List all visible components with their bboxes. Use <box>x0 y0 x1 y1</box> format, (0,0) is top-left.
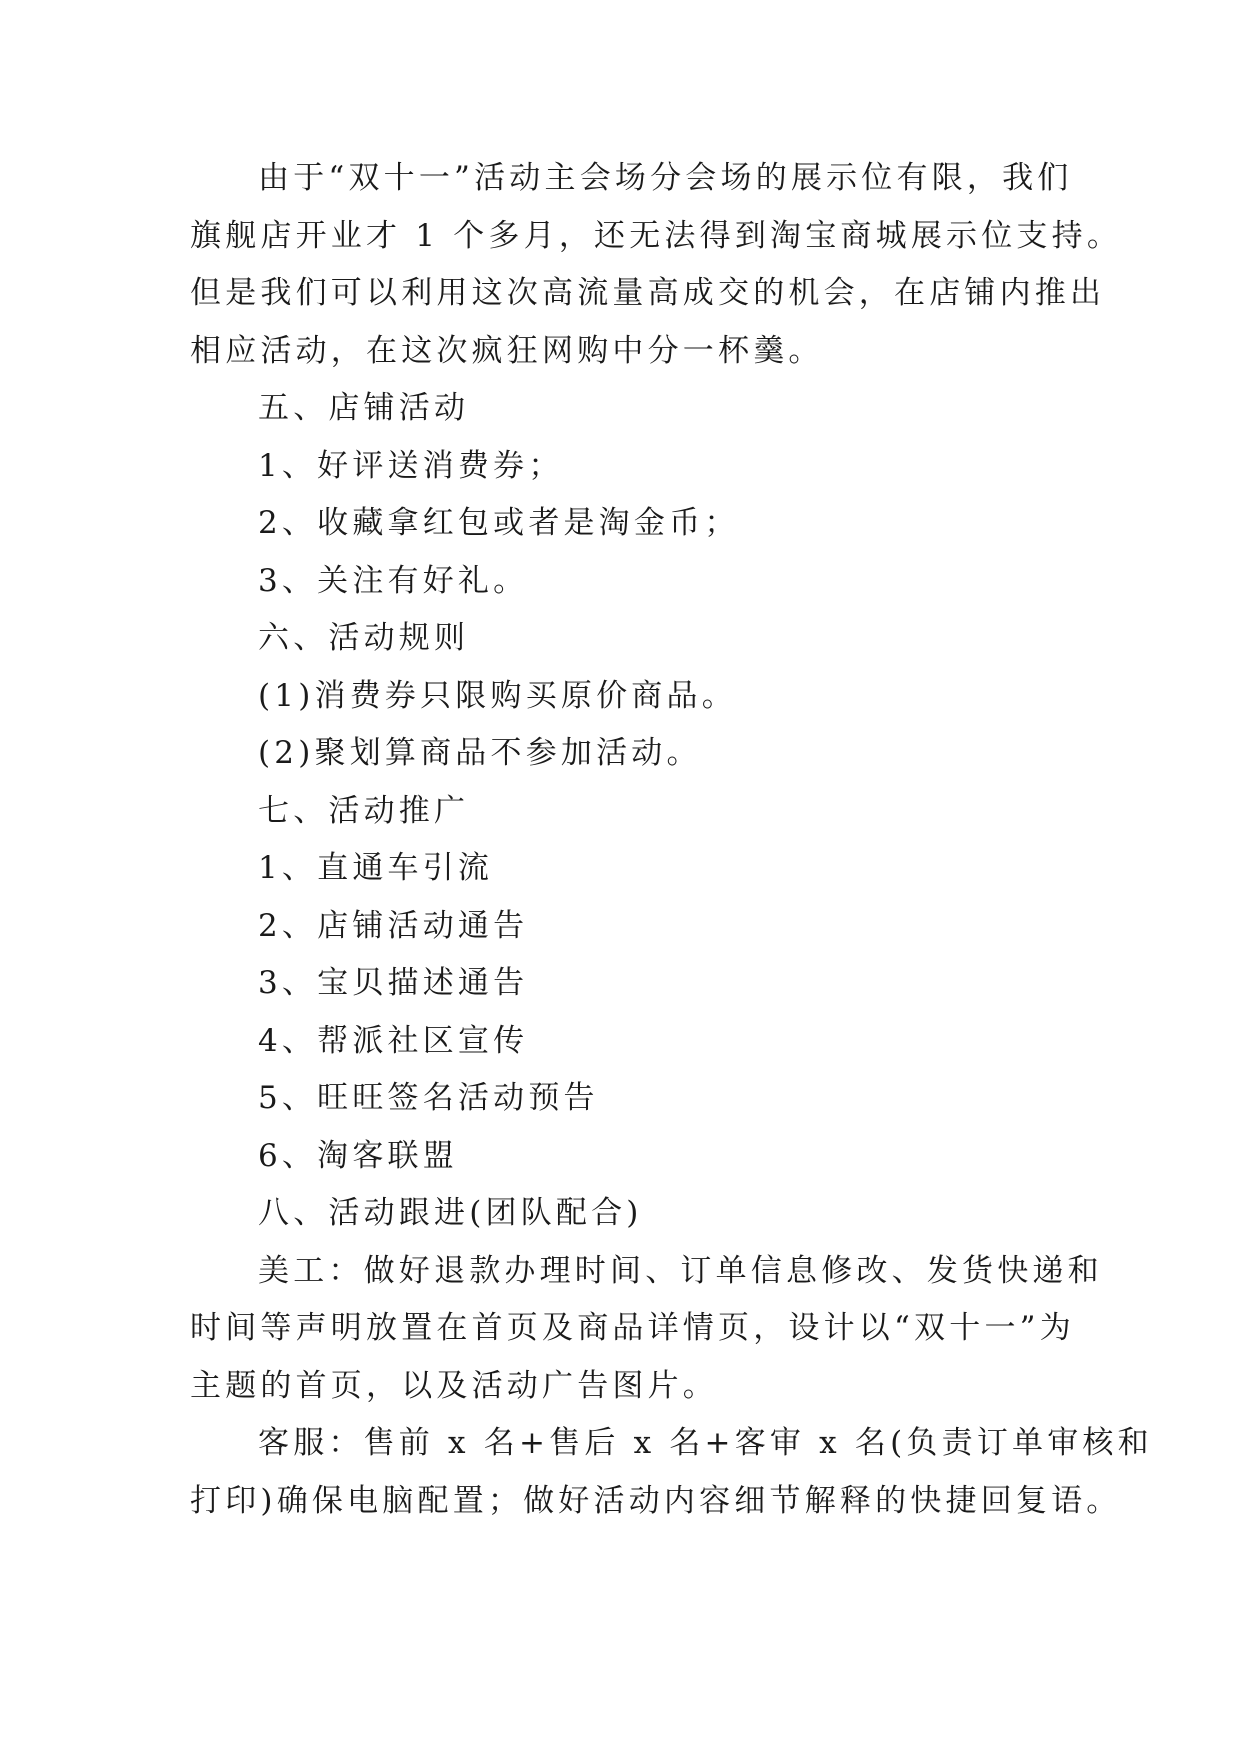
text-line: 旗舰店开业才 1 个多月，还无法得到淘宝商城展示位支持。 <box>190 217 1123 254</box>
list-item: 2、店铺活动通告 <box>258 907 529 944</box>
list-item: 1、好评送消费券； <box>258 447 564 484</box>
list-item: 1、直通车引流 <box>258 850 494 886</box>
text-line: 由于“双十一”活动主会场分会场的展示位有限，我们 <box>258 160 1073 196</box>
list-item: 3、宝贝描述通告 <box>258 965 529 1001</box>
list-item: (1)消费券只限购买原价商品。 <box>258 677 737 714</box>
meigong-paragraph <box>190 1243 1103 1416</box>
list-item: (2)聚划算商品不参加活动。 <box>258 735 702 771</box>
text-line: 美工：做好退款办理时间、订单信息修改、发货快递和 <box>258 1252 1103 1289</box>
text-line: 相应活动，在这次疯狂网购中分一杯羹。 <box>190 332 824 369</box>
intro-paragraph <box>190 150 1123 380</box>
section-heading: 五、店铺活动 <box>258 390 470 426</box>
list-item: 2、收藏拿红包或者是淘金币； <box>258 505 740 541</box>
kefu-paragraph <box>190 1415 1153 1530</box>
section-heading: 八、活动跟进(团队配合) <box>258 1195 643 1231</box>
text-line: 时间等声明放置在首页及商品详情页，设计以“双十一”为 <box>190 1310 1075 1346</box>
document-page <box>190 150 1153 1530</box>
section-heading: 六、活动规则 <box>258 620 470 656</box>
list-item: 5、旺旺签名活动预告 <box>258 1080 599 1116</box>
list-item: 6、淘客联盟 <box>258 1137 458 1174</box>
list-item: 4、帮派社区宣传 <box>258 1022 529 1059</box>
section-heading: 七、活动推广 <box>258 792 470 829</box>
text-line: 但是我们可以利用这次高流量高成交的机会，在店铺内推出 <box>190 275 1106 311</box>
text-line: 客服：售前 x 名+售后 x 名+客审 x 名(负责订单审核和 <box>258 1425 1153 1461</box>
list-item: 3、关注有好礼。 <box>258 562 529 599</box>
text-line: 打印)确保电脑配置；做好活动内容细节解释的快捷回复语。 <box>190 1482 1122 1519</box>
text-line: 主题的首页，以及活动广告图片。 <box>190 1367 718 1404</box>
